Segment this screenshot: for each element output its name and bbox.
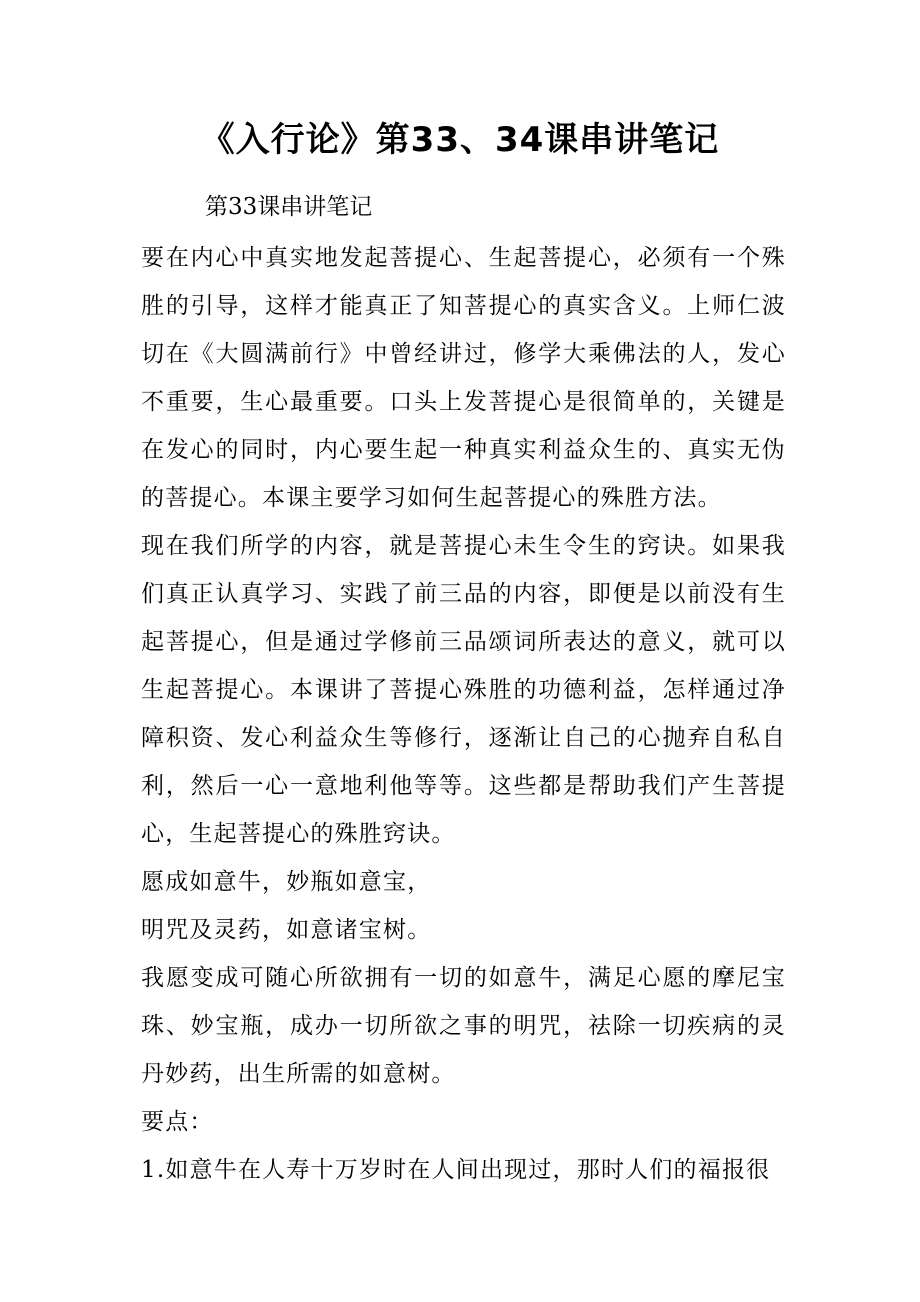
key-points-label: 要点： (141, 1109, 214, 1135)
verse-line-2: 明咒及灵药，如意诸宝树。 (141, 917, 432, 943)
document-body (141, 234, 786, 1194)
document-title: 《入行论》第33、34课串讲笔记 (200, 120, 720, 160)
paragraph-context: 现在我们所学的内容，就是菩提心未生令生的窍诀。如果我们真正认真学习、实践了前三品的内容，即便是以前没有生起菩提心，但是通过学修前三品颂词所表达的意义，就可以生起菩提心。本课讲了菩提心殊胜的功德利益，怎样通过净障积资、发心利益众生等修行，逐渐让自己的心抛弃自私自利，然后一心一意地利他等等。这些都是帮助我们产生菩提心，生起菩提心的殊胜窍诀。 (141, 533, 786, 847)
paragraph-explanation: 我愿变成可随心所欲拥有一切的如意牛，满足心愿的摩尼宝珠、妙宝瓶，成办一切所欲之事的明咒，祛除一切疾病的灵丹妙药，出生所需的如意树。 (141, 965, 786, 1087)
paragraph-intro: 要在内心中真实地发起菩提心、生起菩提心，必须有一个殊胜的引导，这样才能真正了知菩提心的真实含义。上师仁波切在《大圆满前行》中曾经讲过，修学大乘佛法的人，发心不重要，生心最重要。口头上发菩提心是很简单的，关键是在发心的同时，内心要生起一种真实利益众生的、真实无伪的菩提心。本课主要学习如何生起菩提心的殊胜方法。 (141, 245, 786, 511)
key-point-1: 1.如意牛在人寿十万岁时在人间出现过，那时人们的福报很 (141, 1157, 771, 1183)
verse-line-1: 愿成如意牛，妙瓶如意宝， (141, 869, 432, 895)
section-heading: 第33课串讲笔记 (205, 194, 373, 220)
